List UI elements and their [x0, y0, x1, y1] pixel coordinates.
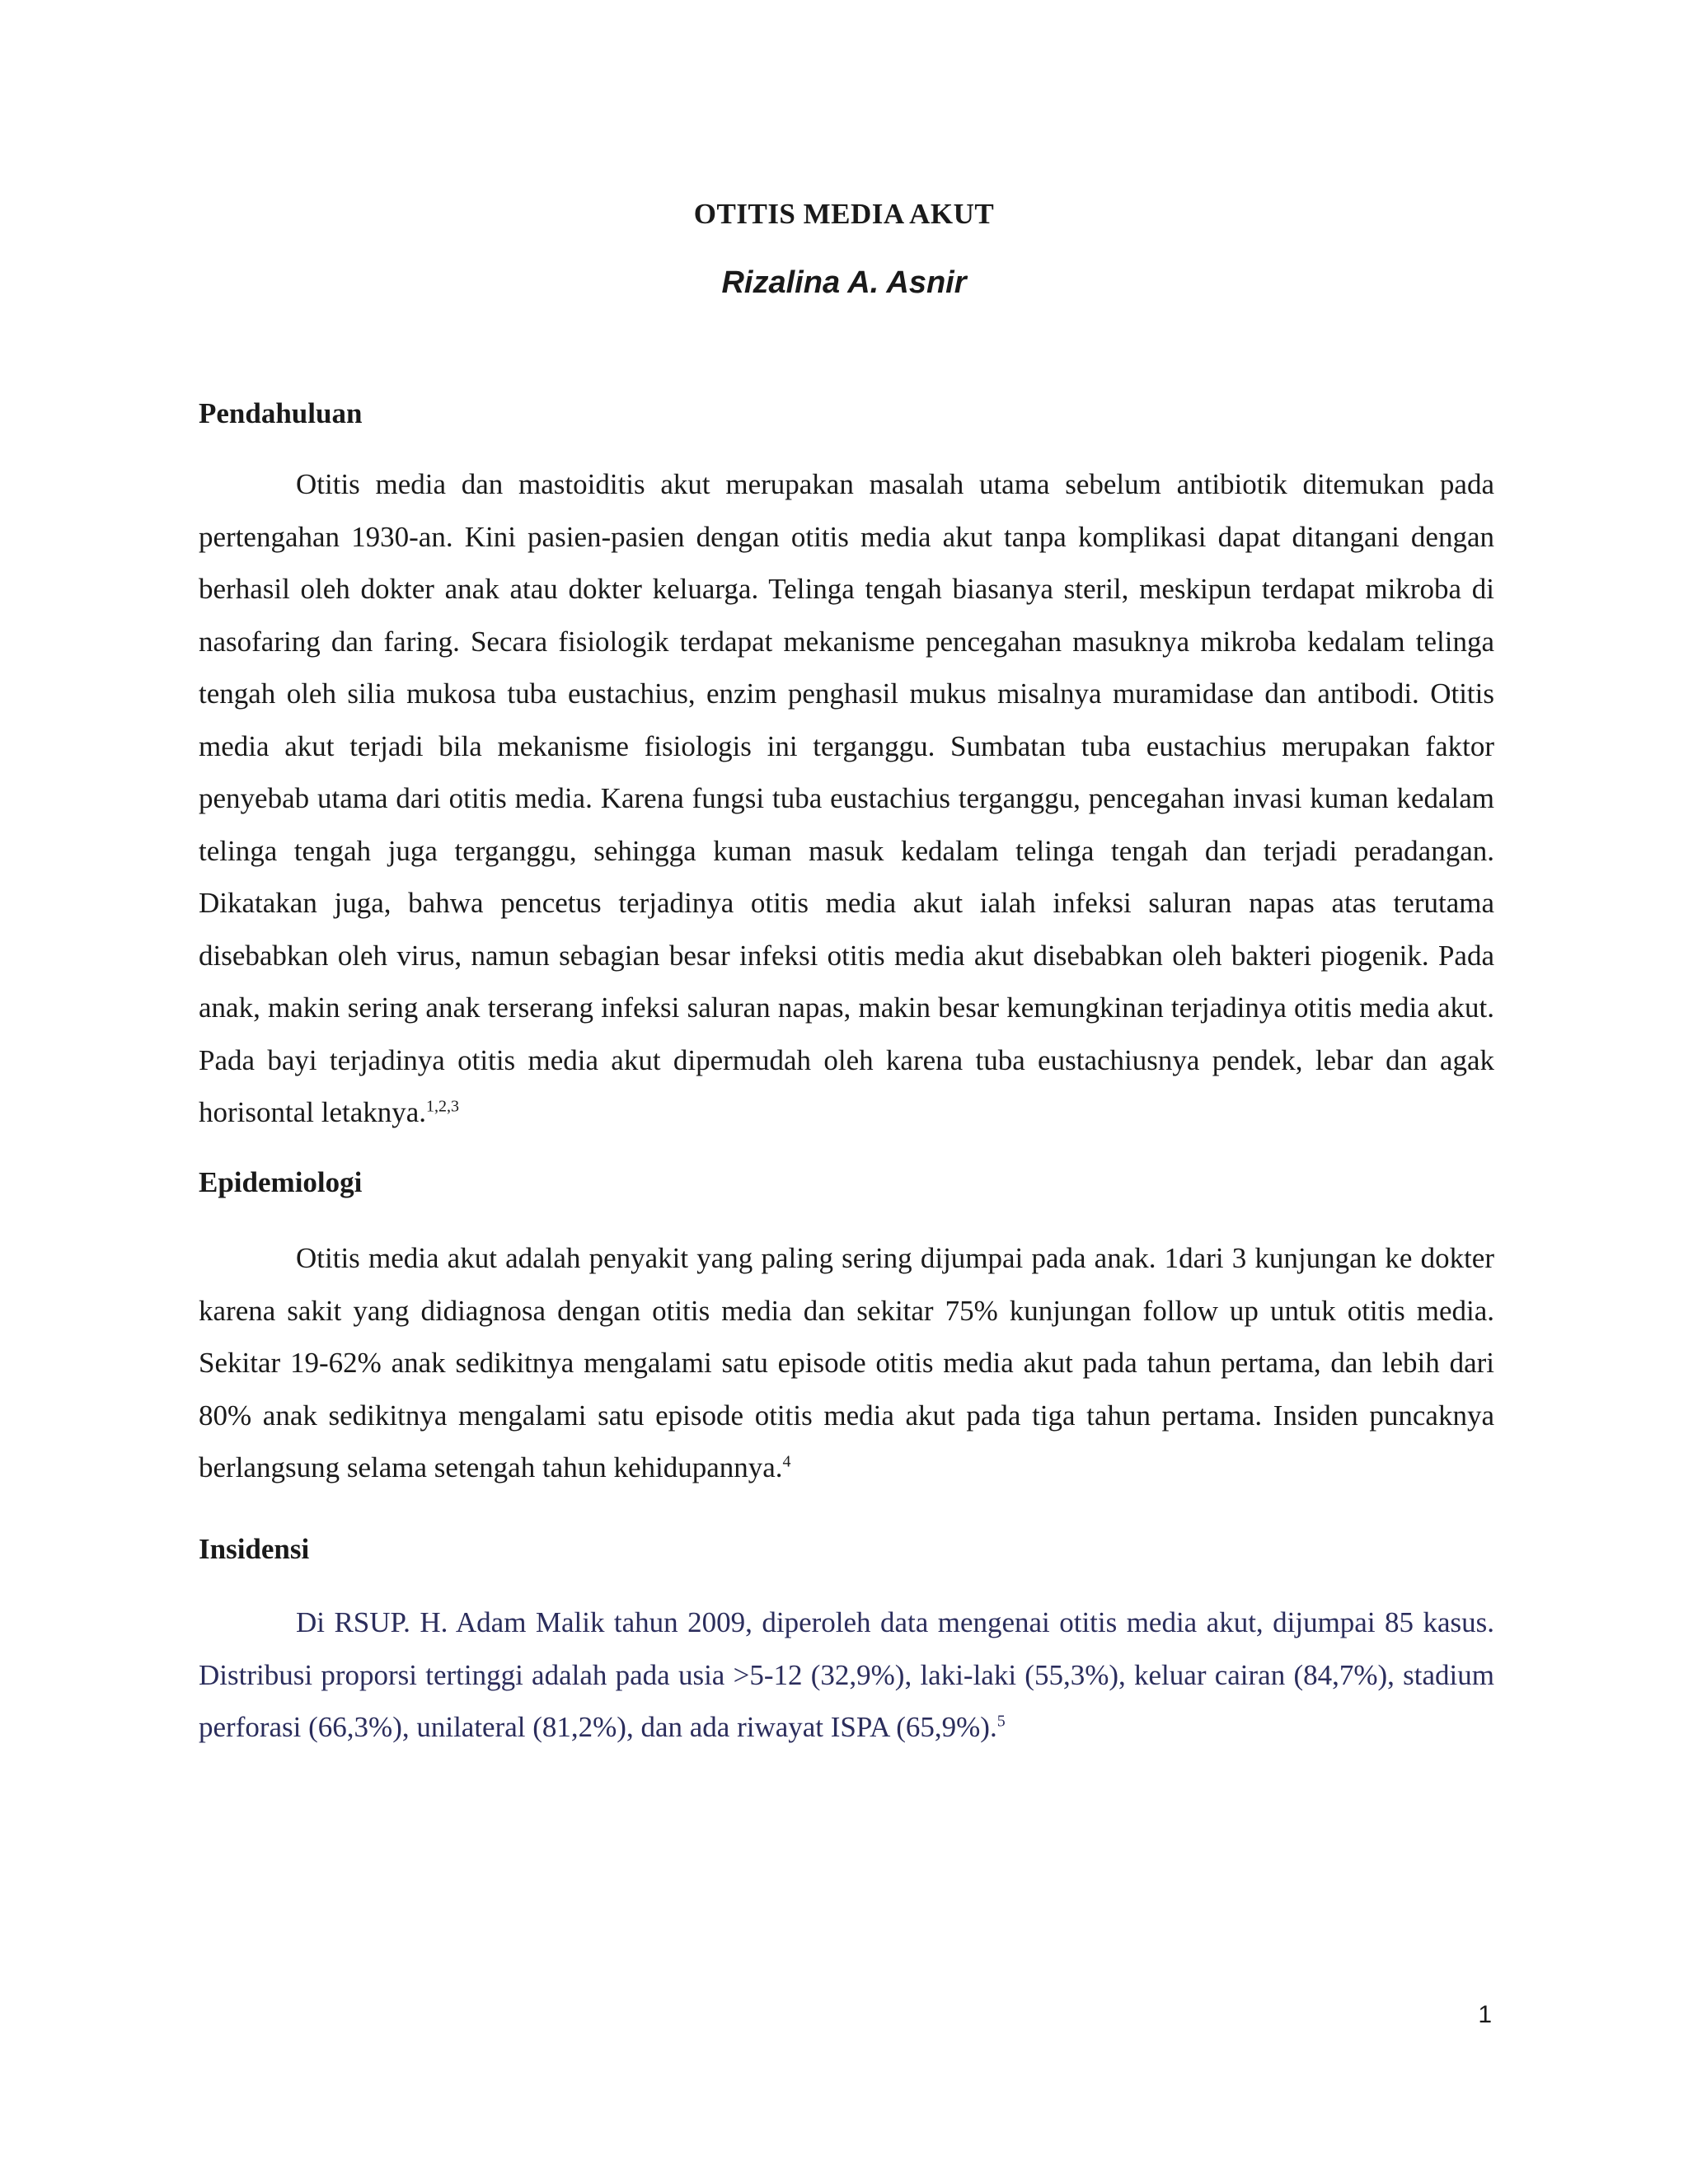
- paragraph-text: Otitis media akut adalah penyakit yang paling sering dijumpai pada anak. 1dari 3 kunjungan ke dokter karena sakit yang didiagnosa dengan otitis media dan sekitar 75% kunjungan follow up untuk otitis media. Sekitar 19-62% anak sedikitnya mengalami satu episode otitis media akut pada tahun pertama, dan lebih dari 80% anak sedikitnya mengalami satu episode otitis media akut pada tiga tahun pertama. Insiden puncaknya berlangsung selama setengah tahun kehidupannya.: [199, 1242, 1494, 1483]
- paragraph-text: Otitis media dan mastoiditis akut merupakan masalah utama sebelum antibiotik ditemukan pada pertengahan 1930-an. Kini pasien-pasien dengan otitis media akut tanpa komplikasi dapat ditangani dengan berhasil oleh dokter anak atau dokter keluarga. Telinga tengah biasanya steril, meskipun terdapat mikroba di nasofaring dan faring. Secara fisiologik terdapat mekanisme pencegahan masuknya mikroba kedalam telinga tengah oleh silia mukosa tuba eustachius, enzim penghasil mukus misalnya muramidase dan antibodi. Otitis media akut terjadi bila mekanisme fisiologis ini terganggu. Sumbatan tuba eustachius merupakan faktor penyebab utama dari otitis media. Karena fungsi tuba eustachius terganggu, pencegahan invasi kuman kedalam telinga tengah juga terganggu, sehingga kuman masuk kedalam telinga tengah dan terjadi peradangan. Dikatakan juga, bahwa pencetus terjadinya otitis media akut ialah infeksi saluran napas atas terutama disebabkan oleh virus, namun sebagian besar infeksi otitis media akut disebabkan oleh bakteri piogenik. Pada anak, makin sering anak terserang infeksi saluran napas, makin besar kemungkinan terjadinya otitis media akut. Pada bayi terjadinya otitis media akut dipermudah oleh karena tuba eustachiusnya pendek, lebar dan agak horisontal letaknya.: [199, 468, 1494, 1128]
- section-body-pendahuluan: [199, 458, 1494, 1139]
- reference-superscript: 1,2,3: [426, 1097, 460, 1116]
- section-body-epidemiologi: [199, 1232, 1494, 1494]
- reference-superscript: 5: [996, 1712, 1006, 1731]
- reference-superscript: 4: [782, 1452, 791, 1471]
- document-title: OTITIS MEDIA AKUT: [693, 198, 995, 230]
- paragraph-text: Di RSUP. H. Adam Malik tahun 2009, diperoleh data mengenai otitis media akut, dijumpai 85 kasus. Distribusi proporsi tertinggi adalah pada usia >5-12 (32,9%), laki-laki (55,3%), keluar cairan (84,7%), stadium perforasi (66,3%), unilateral (81,2%), dan ada riwayat ISPA (65,9%).: [199, 1606, 1494, 1743]
- section-heading-insidensi: Insidensi: [199, 1533, 310, 1565]
- section-body-insidensi: [199, 1596, 1494, 1754]
- section-heading-epidemiologi: Epidemiologi: [199, 1166, 363, 1198]
- author-name: Rizalina A. Asnir: [721, 265, 967, 300]
- page-number: 1: [1478, 2001, 1492, 2028]
- section-heading-pendahuluan: Pendahuluan: [199, 397, 363, 429]
